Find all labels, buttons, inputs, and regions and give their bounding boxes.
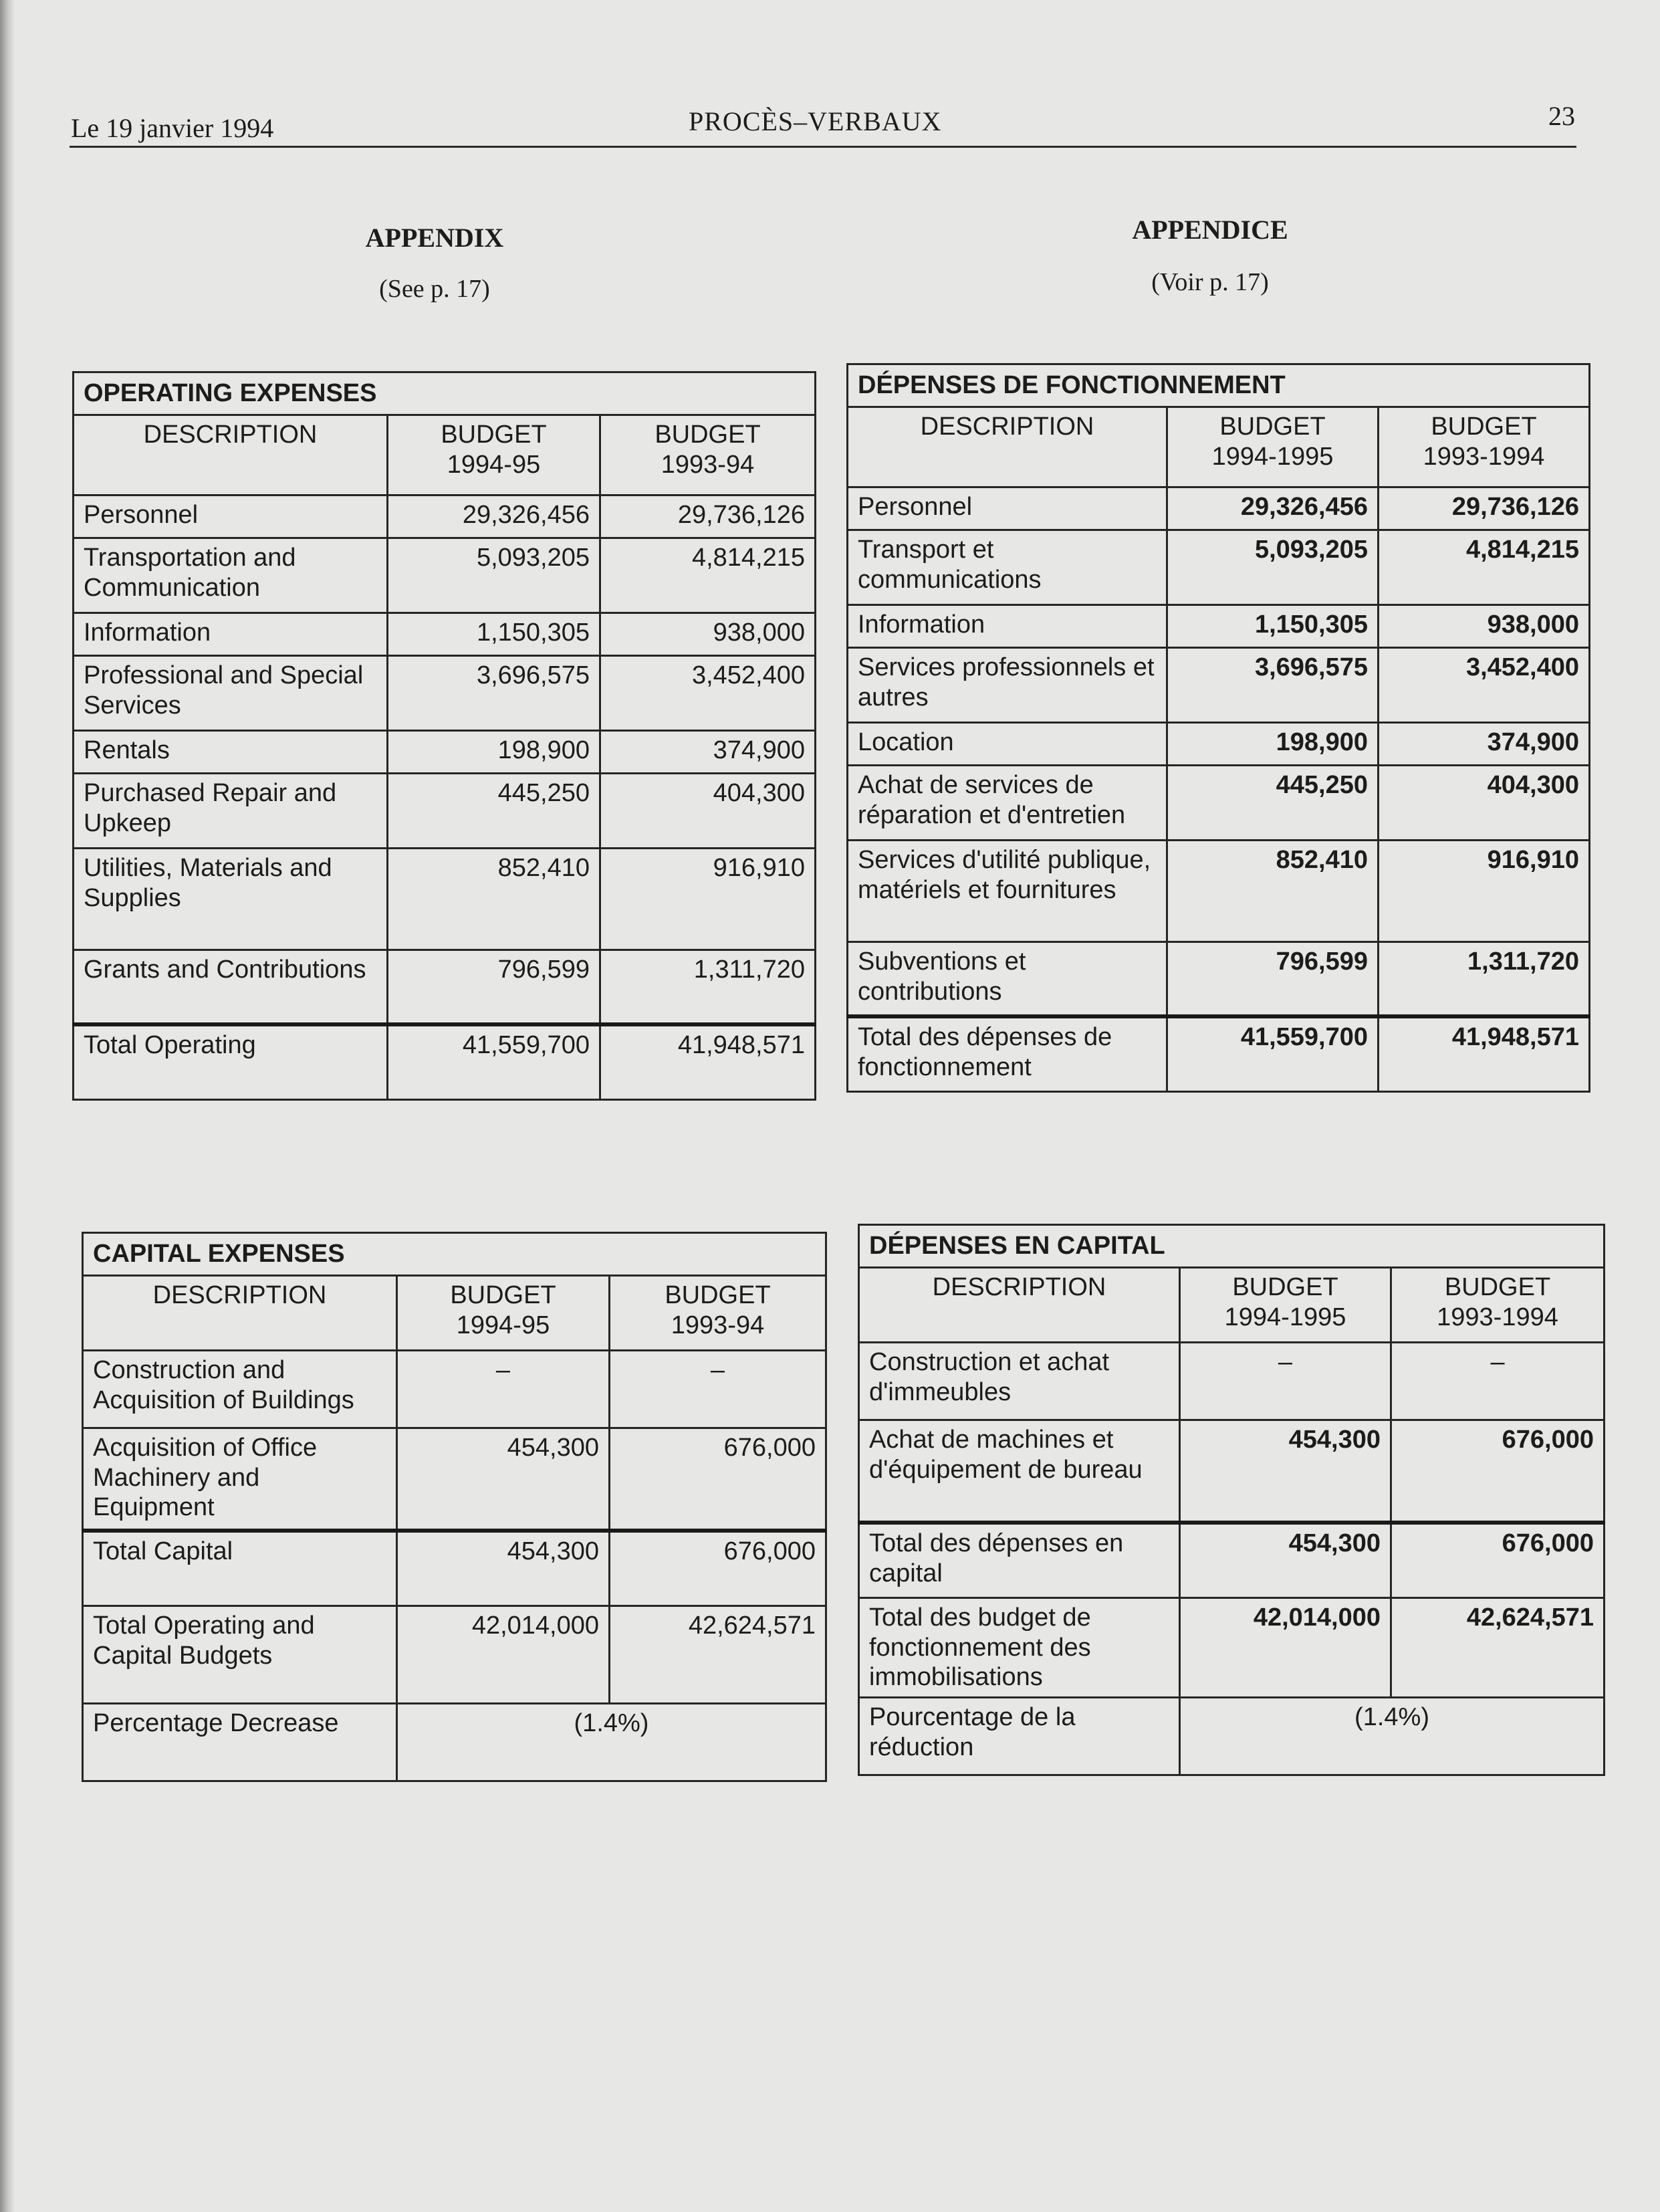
row-description: Services d'utilité publique, matériels et fournitures	[848, 840, 1167, 942]
table-row	[74, 495, 816, 538]
table-row	[83, 1428, 826, 1531]
row-budget-previous: 29,736,126	[600, 495, 816, 538]
table-row	[848, 1016, 1590, 1091]
row-description: Grants and Contributions	[74, 950, 388, 1024]
table-row	[74, 1024, 816, 1099]
row-budget-current: 454,300	[1180, 1420, 1391, 1523]
row-budget-current: 198,900	[388, 730, 600, 773]
column-header-description: DESCRIPTION	[83, 1275, 397, 1350]
row-description: Location	[848, 722, 1167, 765]
table-section-title: OPERATING EXPENSES	[74, 372, 816, 415]
page-number: 23	[1548, 101, 1575, 131]
row-description: Information	[74, 613, 388, 655]
row-budget-current: 1,150,305	[1167, 604, 1379, 647]
row-budget-current: 1,150,305	[388, 613, 600, 655]
row-description: Construction et achat d'immeubles	[859, 1342, 1180, 1420]
appendix-title-fr: APPENDICE	[1132, 215, 1288, 245]
appendix-ref-en: (See p. 17)	[379, 275, 490, 303]
row-budget-current: 796,599	[388, 950, 600, 1024]
row-budget-previous: 1,311,720	[1379, 942, 1590, 1016]
header-date: Le 19 janvier 1994	[71, 113, 274, 143]
row-budget-current: 3,696,575	[1167, 647, 1379, 722]
row-budget-previous: 4,814,215	[1379, 530, 1590, 604]
column-header-budget-current: BUDGET 1994-95	[397, 1275, 610, 1350]
row-budget-current: 445,250	[388, 773, 600, 848]
row-budget-previous: 404,300	[1379, 765, 1590, 840]
row-budget-current: –	[397, 1350, 610, 1428]
table-row	[859, 1420, 1605, 1523]
row-description: Total des dépenses de fonctionnement	[848, 1016, 1167, 1091]
row-budget-previous: 3,452,400	[600, 655, 816, 730]
column-header-budget-previous: BUDGET 1993-1994	[1379, 407, 1590, 487]
table-section-title: CAPITAL EXPENSES	[83, 1233, 826, 1276]
row-budget-previous: 3,452,400	[1379, 647, 1590, 722]
column-header-budget-previous: BUDGET 1993-94	[600, 415, 816, 495]
operating-expenses-table-fr	[846, 363, 1590, 1093]
table-row	[83, 1350, 826, 1428]
table-row	[74, 848, 816, 950]
row-description: Acquisition of Office Machinery and Equipment	[83, 1428, 397, 1531]
row-description: Rentals	[74, 730, 388, 773]
table-row	[74, 538, 816, 613]
column-header-budget-previous: BUDGET 1993-1994	[1391, 1267, 1605, 1342]
row-description: Total des budget de fonctionnement des immobilisations	[859, 1597, 1180, 1697]
row-description: Achat de machines et d'équipement de bureau	[859, 1420, 1180, 1523]
row-description: Total Operating	[74, 1024, 388, 1099]
row-budget-current: 42,014,000	[1180, 1597, 1391, 1697]
row-budget-previous: –	[610, 1350, 826, 1428]
row-budget-current: 29,326,456	[1167, 487, 1379, 530]
row-description: Total Operating and Capital Budgets	[83, 1606, 397, 1703]
row-budget-previous: 374,900	[600, 730, 816, 773]
row-budget-current: 5,093,205	[388, 538, 600, 613]
table-row	[83, 1531, 826, 1606]
row-budget-current: 41,559,700	[388, 1024, 600, 1099]
row-description: Services professionnels et autres	[848, 647, 1167, 722]
row-budget-current: 445,250	[1167, 765, 1379, 840]
row-budget-previous: 374,900	[1379, 722, 1590, 765]
scan-edge-shadow	[0, 0, 15, 2212]
row-budget-current: 42,014,000	[397, 1606, 610, 1703]
header-rule	[70, 146, 1576, 148]
row-budget-current: 3,696,575	[388, 655, 600, 730]
table-row	[848, 604, 1590, 647]
row-budget-previous: 41,948,571	[1379, 1016, 1590, 1091]
row-description: Achat de services de réparation et d'entretien	[848, 765, 1167, 840]
appendix-title-en: APPENDIX	[365, 223, 504, 253]
row-budget-previous: 676,000	[610, 1428, 826, 1531]
column-header-budget-current: BUDGET 1994-1995	[1167, 407, 1379, 487]
row-budget-current: 41,559,700	[1167, 1016, 1379, 1091]
row-description: Utilities, Materials and Supplies	[74, 848, 388, 950]
row-description: Total des dépenses en capital	[859, 1523, 1180, 1597]
row-budget-current: 198,900	[1167, 722, 1379, 765]
table-row	[859, 1597, 1605, 1697]
row-budget-previous: 916,910	[600, 848, 816, 950]
row-budget-previous: 29,736,126	[1379, 487, 1590, 530]
table-row	[74, 950, 816, 1024]
row-description: Information	[848, 604, 1167, 647]
row-budget-previous: 4,814,215	[600, 538, 816, 613]
row-budget-previous: 938,000	[1379, 604, 1590, 647]
table-row	[859, 1523, 1605, 1597]
row-budget-current: 29,326,456	[388, 495, 600, 538]
row-budget-previous: 42,624,571	[610, 1606, 826, 1703]
column-header-description: DESCRIPTION	[74, 415, 388, 495]
row-budget-current: 5,093,205	[1167, 530, 1379, 604]
table-section-title: DÉPENSES EN CAPITAL	[859, 1225, 1605, 1268]
row-description: Purchased Repair and Upkeep	[74, 773, 388, 848]
column-header-budget-current: BUDGET 1994-1995	[1180, 1267, 1391, 1342]
column-header-description: DESCRIPTION	[859, 1267, 1180, 1342]
column-header-budget-previous: BUDGET 1993-94	[610, 1275, 826, 1350]
row-budget-previous: 676,000	[610, 1531, 826, 1606]
table-section-title: DÉPENSES DE FONCTIONNEMENT	[848, 364, 1590, 407]
row-budget-current: 454,300	[397, 1531, 610, 1606]
table-row	[848, 840, 1590, 942]
row-description: Subventions et contributions	[848, 942, 1167, 1016]
table-row	[848, 530, 1590, 604]
operating-expenses-table-en	[72, 371, 816, 1101]
percentage-value: (1.4%)	[1180, 1698, 1605, 1775]
capital-expenses-table-en	[82, 1232, 827, 1782]
row-budget-current: 796,599	[1167, 942, 1379, 1016]
percentage-label: Percentage Decrease	[83, 1703, 397, 1781]
row-budget-previous: 938,000	[600, 613, 816, 655]
table-row	[83, 1606, 826, 1703]
column-header-description: DESCRIPTION	[848, 407, 1167, 487]
row-description: Transportation and Communication	[74, 538, 388, 613]
row-description: Construction and Acquisition of Buildings	[83, 1350, 397, 1428]
row-budget-previous: 916,910	[1379, 840, 1590, 942]
table-row	[74, 655, 816, 730]
table-row	[848, 765, 1590, 840]
table-row	[848, 722, 1590, 765]
percentage-value: (1.4%)	[397, 1703, 826, 1781]
row-description: Personnel	[74, 495, 388, 538]
row-budget-current: 852,410	[1167, 840, 1379, 942]
row-budget-current: 454,300	[1180, 1523, 1391, 1597]
row-budget-previous: 676,000	[1391, 1523, 1605, 1597]
row-budget-previous: 1,311,720	[600, 950, 816, 1024]
table-row	[74, 773, 816, 848]
table-row	[74, 730, 816, 773]
table-row	[848, 487, 1590, 530]
row-description: Transport et communications	[848, 530, 1167, 604]
header-title: PROCÈS–VERBAUX	[689, 106, 942, 136]
row-budget-previous: 42,624,571	[1391, 1597, 1605, 1697]
row-description: Personnel	[848, 487, 1167, 530]
row-budget-previous: 404,300	[600, 773, 816, 848]
row-budget-previous: 41,948,571	[600, 1024, 816, 1099]
row-budget-current: 454,300	[397, 1428, 610, 1531]
column-header-budget-current: BUDGET 1994-95	[388, 415, 600, 495]
row-description: Total Capital	[83, 1531, 397, 1606]
row-budget-previous: 676,000	[1391, 1420, 1605, 1523]
appendix-ref-fr: (Voir p. 17)	[1151, 268, 1269, 296]
capital-expenses-table-fr	[858, 1224, 1605, 1776]
table-row	[848, 942, 1590, 1016]
table-row	[74, 613, 816, 655]
row-budget-previous: –	[1391, 1342, 1605, 1420]
table-row	[859, 1342, 1605, 1420]
row-budget-current: 852,410	[388, 848, 600, 950]
percentage-label: Pourcentage de la réduction	[859, 1698, 1180, 1775]
table-row	[848, 647, 1590, 722]
row-description: Professional and Special Services	[74, 655, 388, 730]
row-budget-current: –	[1180, 1342, 1391, 1420]
